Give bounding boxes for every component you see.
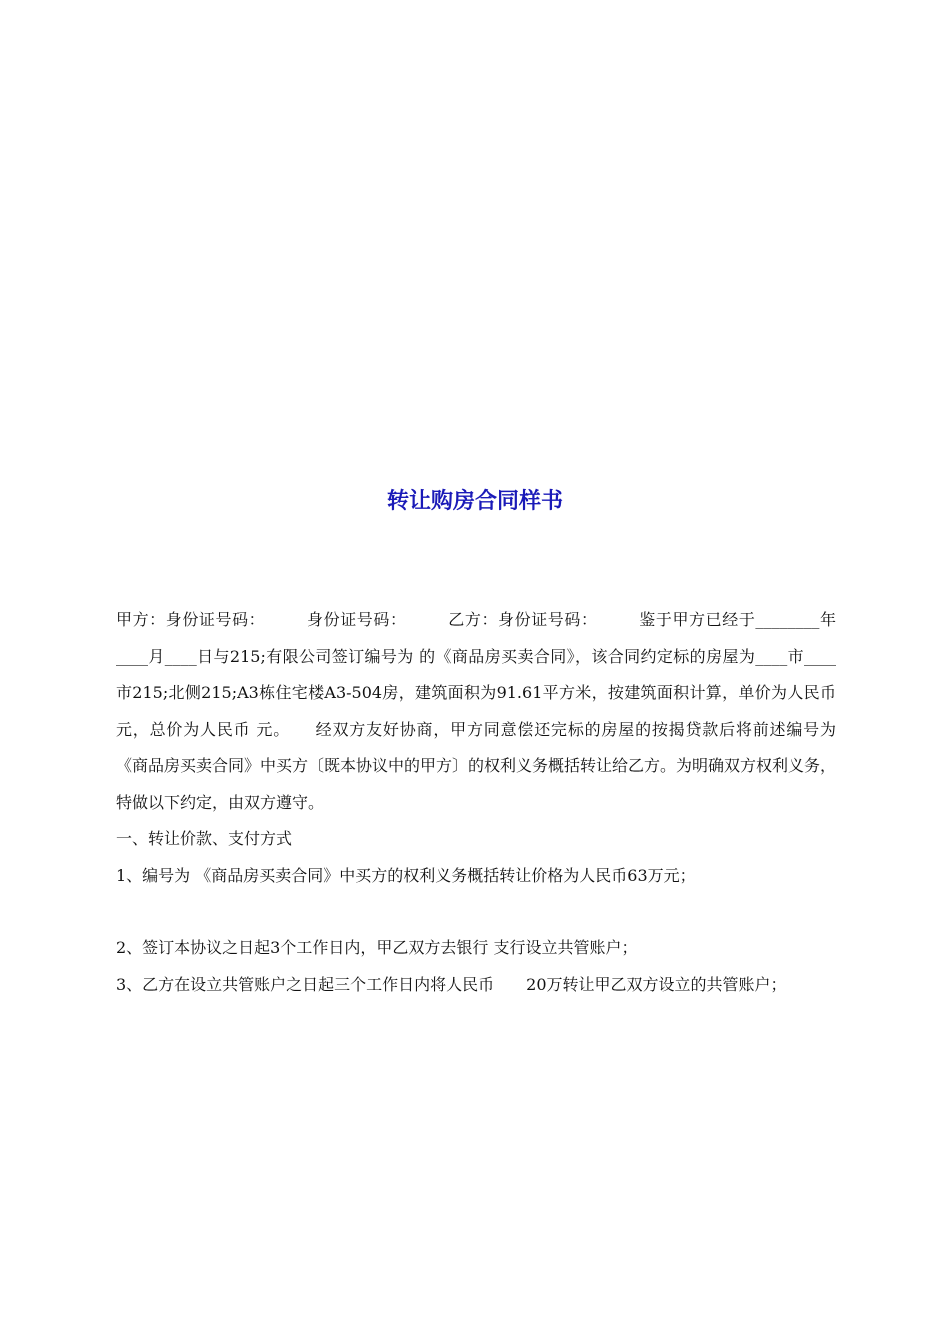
- clause-item-1: 1、编号为 《商品房买卖合同》中买方的权利义务概括转让价格为人民币63万元；: [116, 865, 696, 885]
- clause-item-2: 2、签订本协议之日起3个工作日内，甲乙双方去银行 支行设立共管账户；: [116, 938, 638, 957]
- clause-item-3: 3、乙方在设立共管账户之日起三个工作日内将人民币 20万转让甲乙双方设立的共管账户；: [116, 974, 787, 994]
- section-heading: 一、转让价款、支付方式: [116, 829, 293, 848]
- document-body: [116, 602, 836, 1003]
- intro-paragraph: 甲方：身份证号码： 身份证号码： 乙方：身份证号码： 鉴于甲方已经于________年____月____日与215;有限公司签订编号为 的《商品房买卖合同》，该合同约定标的房屋为____市____市215;北侧215;A3栋住宅楼A3-504房，建筑面积为91.61平方米，按建筑面积计算，单价为人民币元，总价为人民币 元。 经双方友好协商，甲方同意偿还完标的房屋的按揭贷款后将前述编号为 《商品房买卖合同》中买方〔既本协议中的甲方〕的权利义务概括转让给乙方。为明确双方权利义务，特做以下约定，由双方遵守。: [116, 610, 837, 812]
- document-title: 转让购房合同样书: [386, 489, 563, 514]
